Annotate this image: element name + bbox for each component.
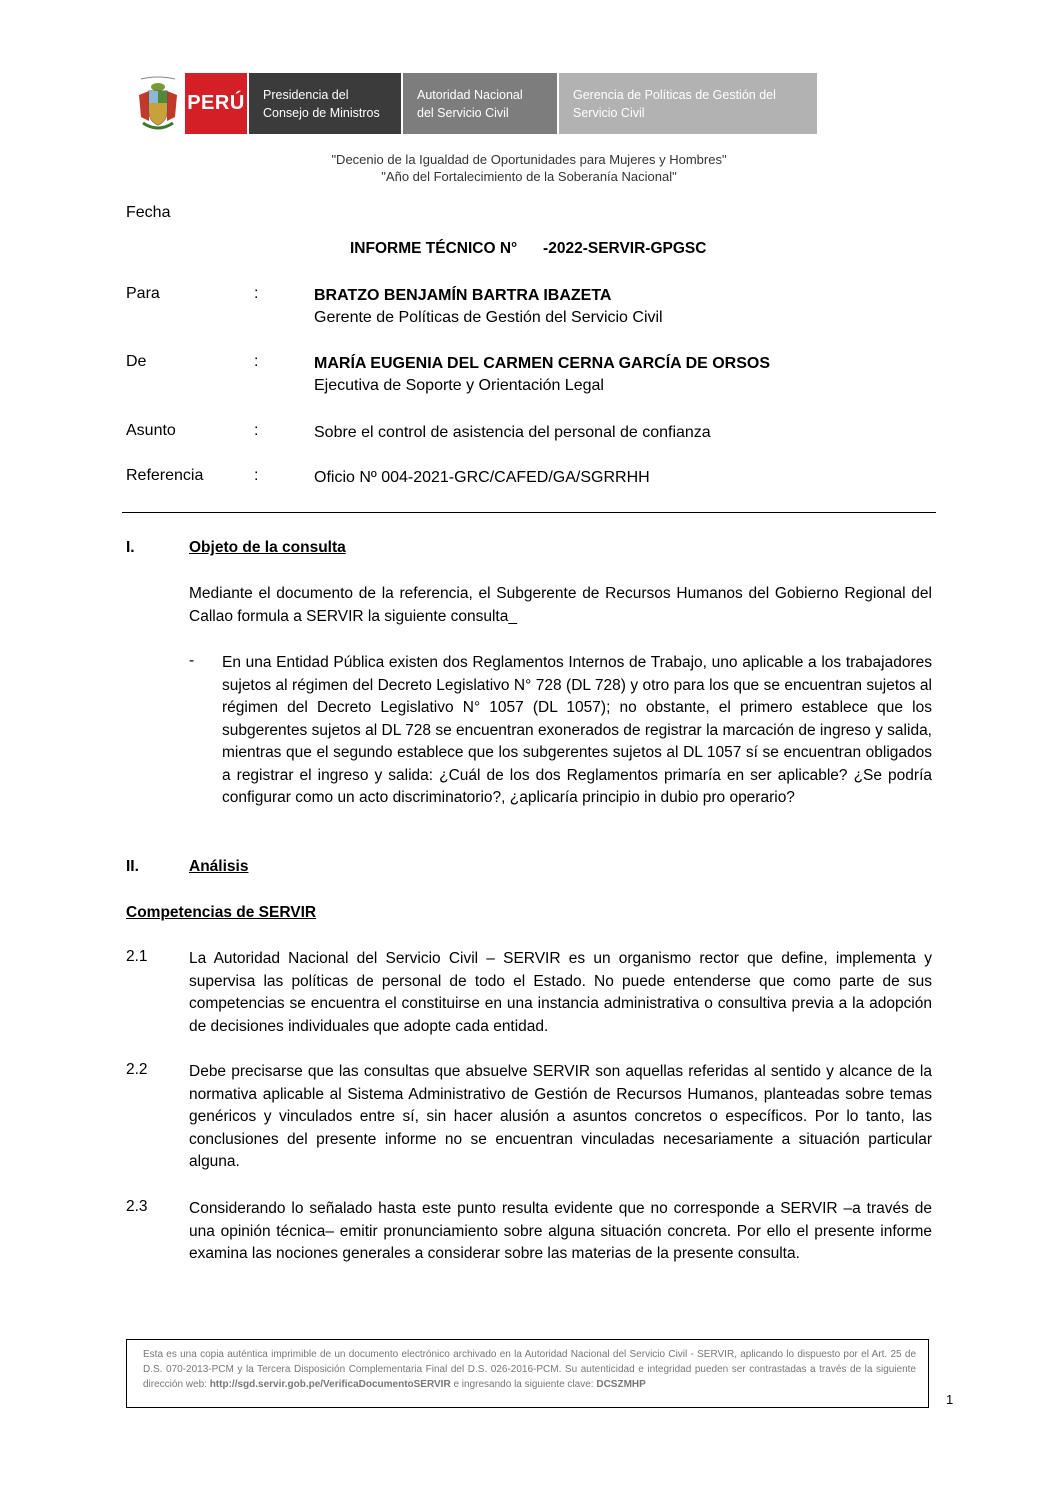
referencia-label: Referencia	[126, 467, 204, 484]
authenticity-text: Esta es una copia auténtica imprimible de un documento electrónico archivado en la Autoridad Nacional del Servicio Civil - SERVIR, aplicando lo dispuesto por el Art. 25 de D.S. 070-2013-PCM y la Tercera Disposición Complementaria Final del D.S. 026-2016-PCM. Su autenticidad e integridad pueden ser contrastadas a través de la siguiente dirección web:	[143, 1349, 916, 1390]
header-block-gerencia-line2: Servicio Civil	[573, 105, 645, 120]
verification-url[interactable]: http://sgd.servir.gob.pe/VerificaDocumentoSERVIR	[209, 1379, 451, 1390]
paragraph-2-2: Debe precisarse que las consultas que absuelve SERVIR son aquellas referidas al sentido y alcance de la normativa aplicable al Sistema Administrativo de Gestión de Recursos Humanos, planteadas sobre temas genéricos y vinculados entre sí, sin hacer alusión a asuntos concretos o específicos. Por lo tanto, las conclusiones del presente informe no se encuentran vinculadas necesariamente a situación particular alguna.	[189, 1063, 932, 1170]
paragraph-number: 2.2	[126, 1061, 148, 1078]
referencia-colon: :	[254, 467, 259, 484]
section1-intro: Mediante el documento de la referencia, el Subgerente de Recursos Humanos del Gobierno Regional del Callao formula a SERVIR la siguiente consulta_	[189, 585, 932, 625]
de-role: Ejecutiva de Soporte y Orientación Legal	[314, 377, 604, 394]
para-role: Gerente de Políticas de Gestión del Servicio Civil	[314, 309, 663, 326]
asunto-colon: :	[254, 422, 259, 439]
paragraph-2-1: La Autoridad Nacional del Servicio Civil – SERVIR es un organismo rector que define, implementa y supervisa las políticas de personal de todo el Estado. No puede entenderse que como parte de sus competencias se encuentra el constituirse en una instancia administrativa o consultiva previa a la adopción de decisiones individuales que adopte cada entidad.	[189, 950, 932, 1035]
bullet-dash: -	[189, 652, 195, 669]
asunto-label: Asunto	[126, 422, 176, 439]
authenticity-text-mid: e ingresando la siguiente clave:	[450, 1379, 597, 1390]
coat-of-arms-icon	[133, 73, 183, 134]
de-label: De	[126, 353, 147, 370]
asunto-value: Sobre el control de asistencia del personal de confianza	[314, 424, 711, 441]
institutional-header	[133, 73, 817, 134]
informe-title: INFORME TÉCNICO N° -2022-SERVIR-GPGSC	[350, 240, 707, 257]
decade-slogan: "Decenio de la Igualdad de Oportunidades para Mujeres y Hombres"	[331, 152, 727, 167]
authenticity-notice	[126, 1339, 929, 1408]
header-block-servir	[403, 73, 557, 134]
header-block-gerencia-line1: Gerencia de Políticas de Gestión del	[573, 87, 776, 102]
header-block-servir-line1: Autoridad Nacional	[417, 87, 523, 102]
header-block-pcm-line2: Consejo de Ministros	[263, 105, 380, 120]
para-label: Para	[126, 285, 160, 302]
section2-subtitle: Competencias de SERVIR	[126, 904, 317, 921]
peru-logo	[185, 73, 247, 134]
header-block-pcm	[249, 73, 401, 134]
header-block-gerencia	[559, 73, 817, 134]
header-block-servir-line2: del Servicio Civil	[417, 105, 509, 120]
header-divider	[122, 512, 936, 513]
page-number: 1	[946, 1392, 954, 1407]
section1-number: I.	[126, 539, 135, 556]
year-slogan: "Año del Fortalecimiento de la Soberanía Nacional"	[381, 169, 677, 184]
fecha-label: Fecha	[126, 204, 171, 221]
header-block-pcm-line1: Presidencia del	[263, 87, 349, 102]
consulta-bullet: En una Entidad Pública existen dos Reglamentos Internos de Trabajo, uno aplicable a los trabajadores sujetos al régimen del Decreto Legislativo N° 728 (DL 728) y otro para los que se encuentran sujetos al régimen del Decreto Legislativo N° 1057 (DL 1057); no obstante, el primero establece que los subgerentes sujetos al DL 728 se encuentran exonerados de registrar la marcación de ingreso y salida, mientras que el segundo establece que los subgerentes sujetos al DL 1057 sí se encuentran obligados a registrar el ingreso y salida: ¿Cuál de los dos Reglamentos primaría en ser aplicable? ¿Se podría configurar como un acto discriminatorio?, ¿aplicaría principio in dubio pro operario?	[222, 654, 932, 806]
section2-number: II.	[126, 858, 139, 875]
de-colon: :	[254, 353, 259, 370]
section2-title: Análisis	[189, 858, 249, 875]
paragraph-number: 2.3	[126, 1198, 148, 1215]
para-name: BRATZO BENJAMÍN BARTRA IBAZETA	[314, 287, 612, 304]
de-name: MARÍA EUGENIA DEL CARMEN CERNA GARCÍA DE ORSOS	[314, 355, 771, 372]
paragraph-2-3: Considerando lo señalado hasta este punto resulta evidente que no corresponde a SERVIR –a través de una opinión técnica– emitir pronunciamiento sobre alguna situación concreta. Por ello el presente informe examina las nociones generales a considerar sobre las materias de la presente consulta.	[189, 1200, 932, 1262]
para-colon: :	[254, 285, 259, 302]
peru-logo-text: PERÚ	[187, 92, 245, 114]
referencia-value: Oficio Nº 004-2021-GRC/CAFED/GA/SGRRHH	[314, 469, 650, 486]
section1-title: Objeto de la consulta	[189, 539, 346, 556]
paragraph-number: 2.1	[126, 948, 148, 965]
verification-key: DCSZMHP	[596, 1379, 646, 1390]
